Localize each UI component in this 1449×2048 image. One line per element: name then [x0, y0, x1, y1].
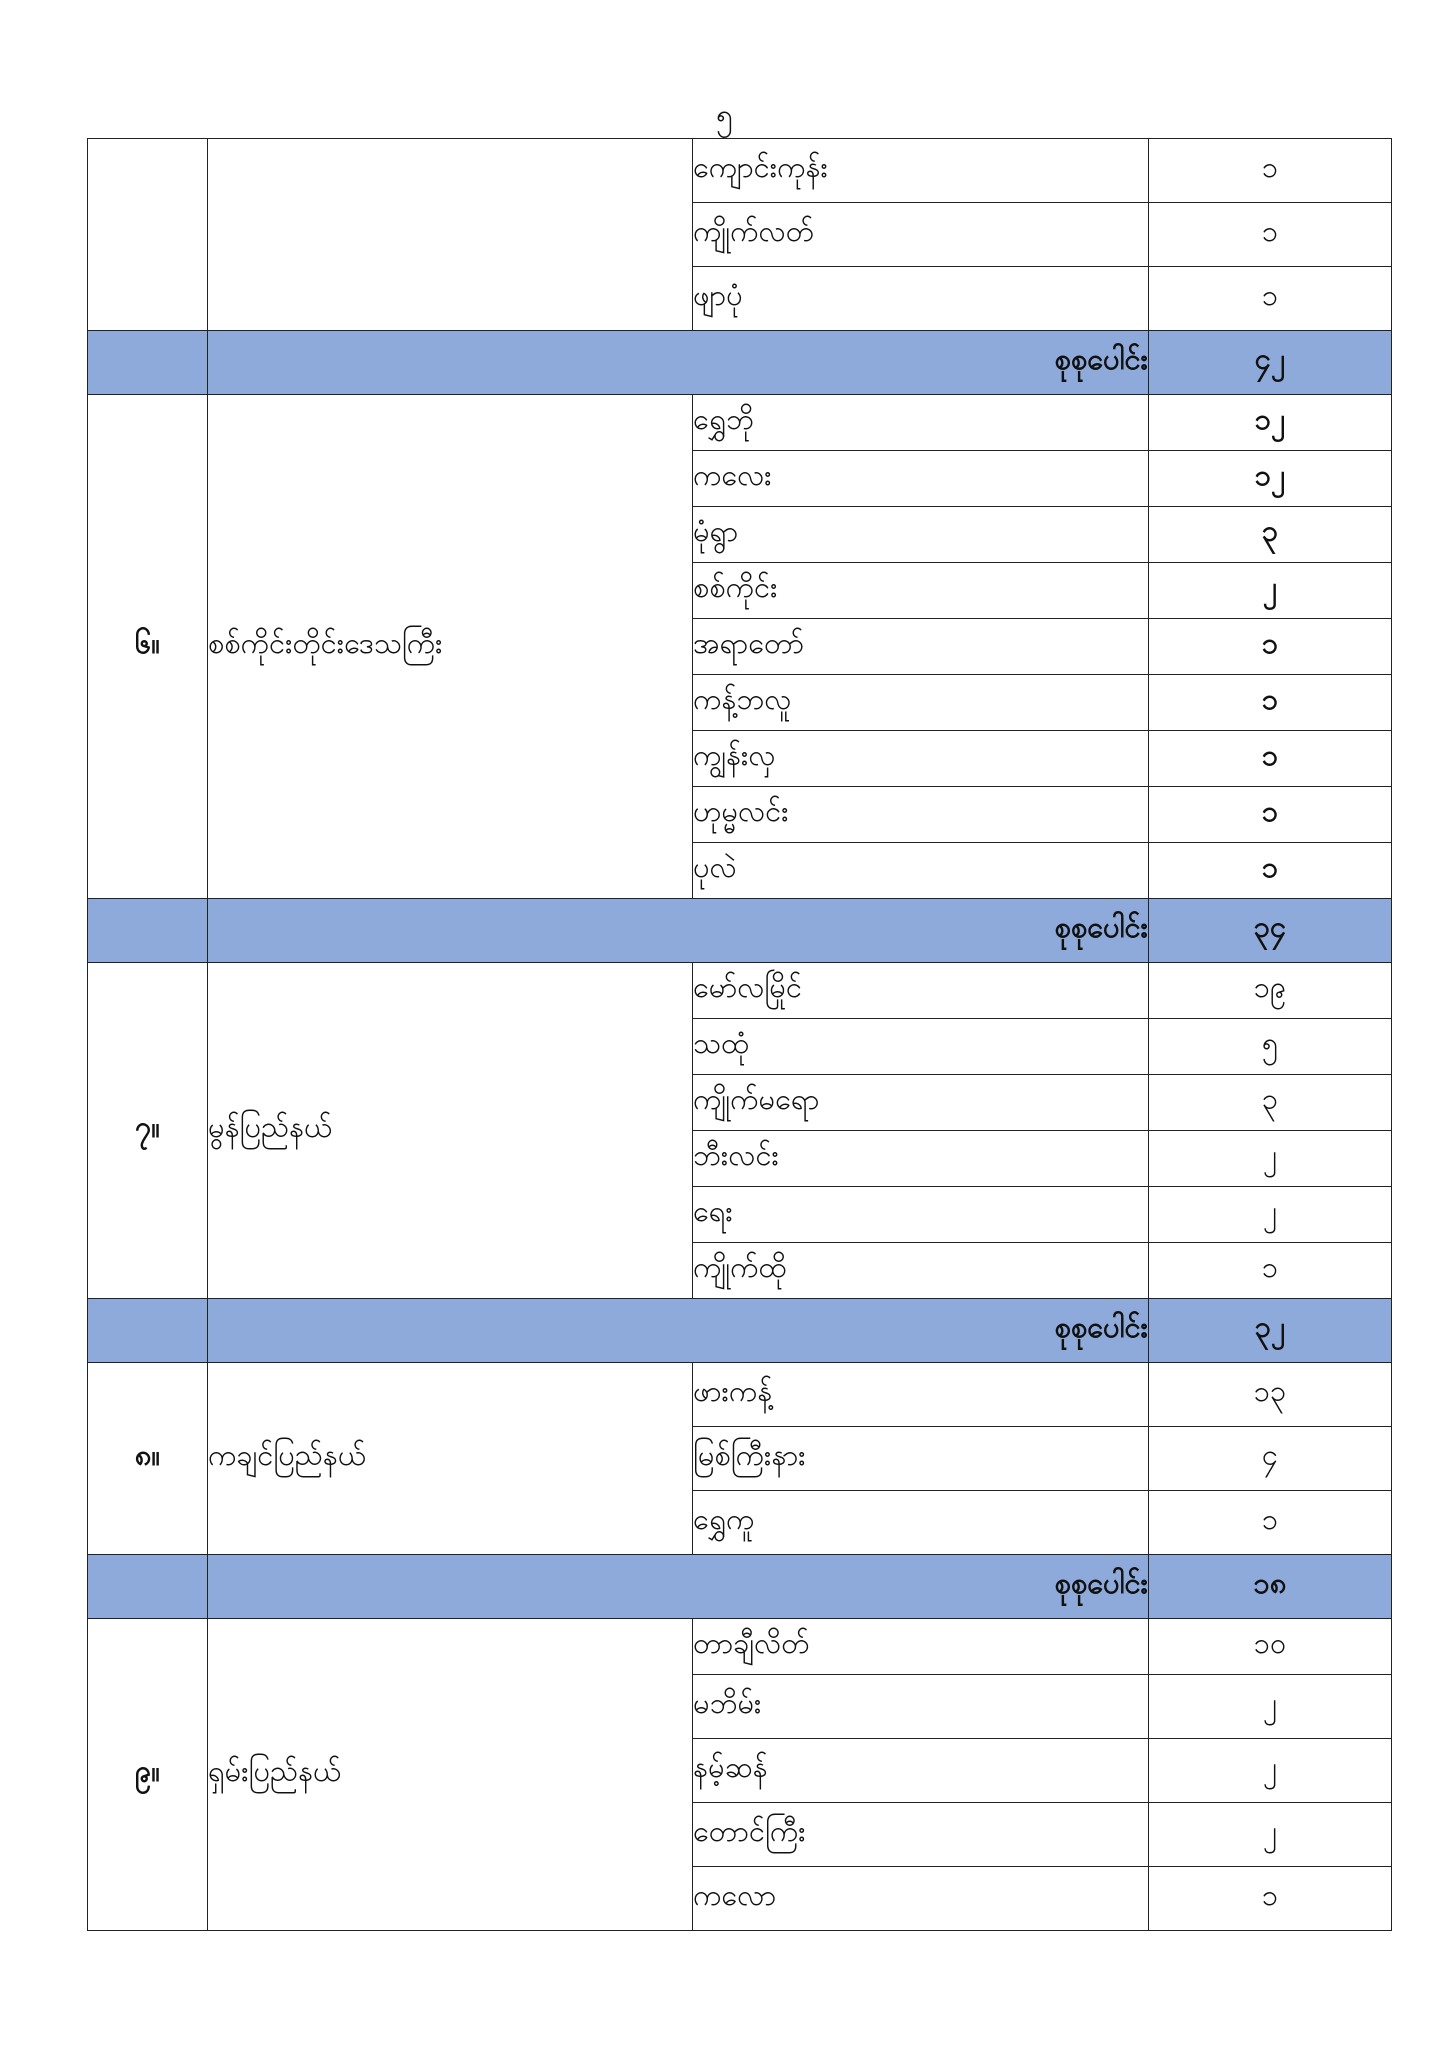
total-value: ၃၂ — [1149, 1299, 1392, 1363]
total-value: ၃၄ — [1149, 899, 1392, 963]
township-cell: ကျွန်းလှ — [693, 731, 1149, 787]
township-cell: မြစ်ကြီးနား — [693, 1427, 1149, 1491]
count-cell: ၁၀ — [1149, 1619, 1392, 1675]
township-cell: တာချီလိတ် — [693, 1619, 1149, 1675]
count-cell: ၂ — [1149, 1739, 1392, 1803]
township-cell: ကျိုက်လတ် — [693, 203, 1149, 267]
township-cell: ဟုမ္မလင်း — [693, 787, 1149, 843]
total-label: စုစုပေါင်း — [208, 1555, 1149, 1619]
count-cell: ၁ — [1149, 139, 1392, 203]
row-number: ၈။ — [88, 1363, 208, 1555]
township-cell: နမ့်ဆန် — [693, 1739, 1149, 1803]
table-row — [88, 1619, 1392, 1675]
count-cell: ၂ — [1149, 563, 1392, 619]
total-value: ၁၈ — [1149, 1555, 1392, 1619]
township-cell: ရွှေဘို — [693, 395, 1149, 451]
township-cell: ဖျာပုံ — [693, 267, 1149, 331]
count-cell: ၂ — [1149, 1131, 1392, 1187]
total-row — [88, 899, 1392, 963]
row-number: ၆။ — [88, 395, 208, 899]
township-cell: ကျိုက်မရော — [693, 1075, 1149, 1131]
count-cell: ၁ — [1149, 619, 1392, 675]
row-number: ၇။ — [88, 963, 208, 1299]
township-cell: မုံရွာ — [693, 507, 1149, 563]
count-cell: ၁၂ — [1149, 451, 1392, 507]
page-number: ၅ — [716, 98, 733, 133]
total-label: စုစုပေါင်း — [208, 899, 1149, 963]
table-row — [88, 1363, 1392, 1427]
table-row — [88, 395, 1392, 451]
count-cell: ၂ — [1149, 1803, 1392, 1867]
count-cell: ၁၉ — [1149, 963, 1392, 1019]
township-cell: မော်လမြိုင် — [693, 963, 1149, 1019]
count-cell: ၁ — [1149, 787, 1392, 843]
township-cell: ရွှေကူ — [693, 1491, 1149, 1555]
count-cell: ၁ — [1149, 267, 1392, 331]
township-cell: မဘိမ်း — [693, 1675, 1149, 1739]
township-cell: ကန့်ဘလူ — [693, 675, 1149, 731]
count-cell: ၃ — [1149, 507, 1392, 563]
row-number: ၉။ — [88, 1619, 208, 1931]
township-cell: ဘီးလင်း — [693, 1131, 1149, 1187]
count-cell: ၁ — [1149, 203, 1392, 267]
region-name: ကချင်ပြည်နယ် — [208, 1363, 693, 1555]
township-cell: သထုံ — [693, 1019, 1149, 1075]
total-label: စုစုပေါင်း — [208, 1299, 1149, 1363]
count-cell: ၁ — [1149, 1243, 1392, 1299]
count-cell: ၄ — [1149, 1427, 1392, 1491]
township-cell: ဖားကန့် — [693, 1363, 1149, 1427]
count-cell: ၁ — [1149, 1491, 1392, 1555]
region-name: မွန်ပြည်နယ် — [208, 963, 693, 1299]
township-cell: စစ်ကိုင်း — [693, 563, 1149, 619]
township-cell: ကလော — [693, 1867, 1149, 1931]
township-cell: ရေး — [693, 1187, 1149, 1243]
region-cell — [208, 139, 693, 331]
total-row — [88, 1555, 1392, 1619]
township-cell: အရာတော် — [693, 619, 1149, 675]
count-cell: ၁ — [1149, 1867, 1392, 1931]
total-blank-cell — [88, 331, 208, 395]
row-number-cell — [88, 139, 208, 331]
count-cell: ၁၃ — [1149, 1363, 1392, 1427]
table-row — [88, 963, 1392, 1019]
count-cell: ၂ — [1149, 1187, 1392, 1243]
region-name: စစ်ကိုင်းတိုင်းဒေသကြီး — [208, 395, 693, 899]
total-blank-cell — [88, 1299, 208, 1363]
count-cell: ၁ — [1149, 731, 1392, 787]
count-cell: ၅ — [1149, 1019, 1392, 1075]
total-blank-cell — [88, 1555, 208, 1619]
count-cell: ၃ — [1149, 1075, 1392, 1131]
township-cell: တောင်ကြီး — [693, 1803, 1149, 1867]
count-cell: ၂ — [1149, 1675, 1392, 1739]
township-count-table — [87, 138, 1392, 1931]
township-cell: ကျိုက်ထို — [693, 1243, 1149, 1299]
township-cell: ကျောင်းကုန်း — [693, 139, 1149, 203]
total-row — [88, 331, 1392, 395]
count-cell: ၁ — [1149, 675, 1392, 731]
total-row — [88, 1299, 1392, 1363]
township-cell: ပုလဲ — [693, 843, 1149, 899]
total-label: စုစုပေါင်း — [208, 331, 1149, 395]
table-row — [88, 139, 1392, 203]
region-name: ရှမ်းပြည်နယ် — [208, 1619, 693, 1931]
township-cell: ကလေး — [693, 451, 1149, 507]
total-value: ၄၂ — [1149, 331, 1392, 395]
count-cell: ၁၂ — [1149, 395, 1392, 451]
count-cell: ၁ — [1149, 843, 1392, 899]
total-blank-cell — [88, 899, 208, 963]
